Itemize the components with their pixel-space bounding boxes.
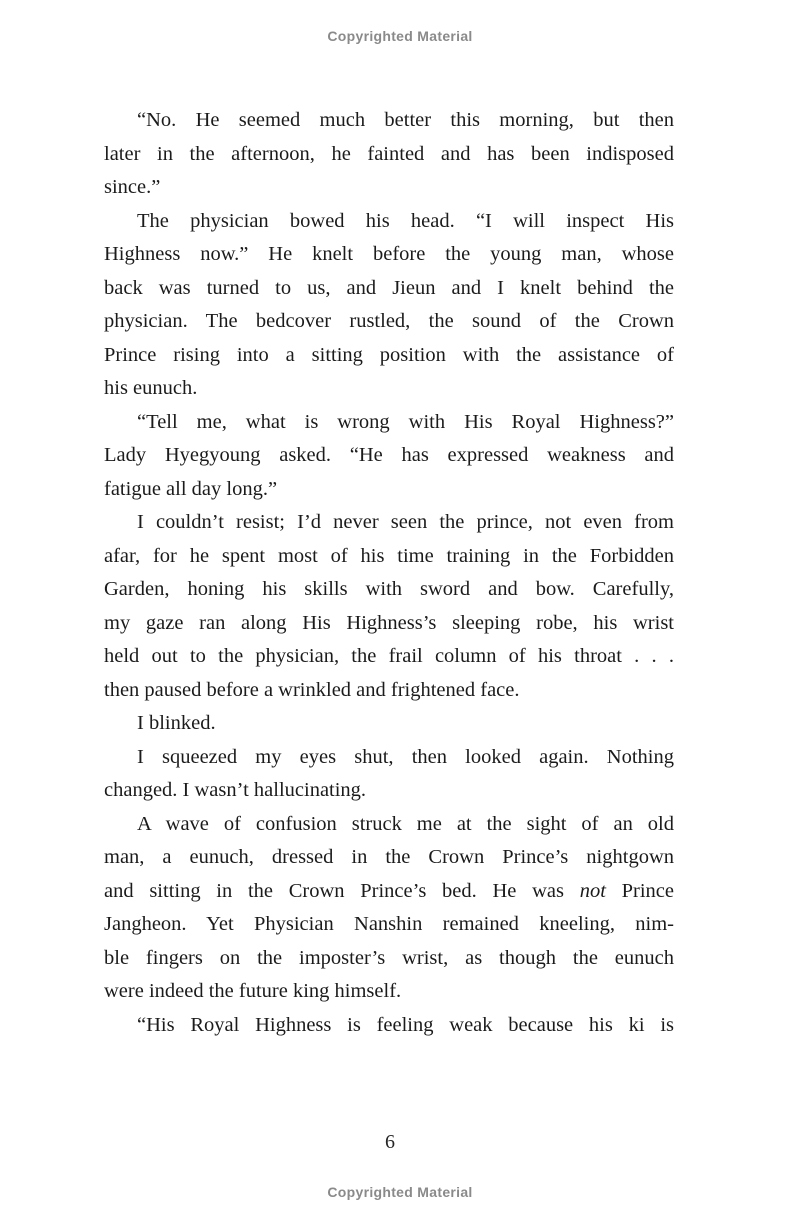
text-segment: I couldn’t resist; I’d never seen the prince, not even from	[137, 511, 674, 533]
text-segment: Prince rising into a sitting position with the assistance of	[104, 343, 674, 366]
text-segment: back was turned to us, and Jieun and I knelt behind the	[104, 276, 674, 299]
text-line	[104, 272, 674, 306]
text-block	[104, 104, 674, 1042]
paragraph	[104, 808, 674, 1009]
copyright-notice-bottom: Copyrighted Material	[327, 1184, 473, 1200]
text-segment: man, a eunuch, dressed in the Crown Prince’s nightgown	[104, 846, 674, 868]
text-line	[104, 607, 674, 641]
text-line	[104, 339, 674, 373]
text-line	[104, 439, 674, 473]
text-line	[104, 875, 674, 909]
text-line	[104, 138, 674, 172]
text-line	[104, 506, 674, 540]
text-line	[104, 205, 674, 239]
paragraph	[104, 205, 674, 406]
text-line	[104, 406, 674, 440]
text-segment: since.”	[104, 176, 161, 198]
paragraph	[104, 707, 674, 741]
text-segment: “His Royal Highness is feeling weak because his ki is	[137, 1013, 674, 1036]
paragraph	[104, 1009, 674, 1043]
text-line	[104, 942, 674, 976]
text-segment: Prince	[605, 879, 674, 902]
text-line	[104, 1009, 674, 1043]
text-line	[104, 741, 674, 775]
text-segment: I squeezed my eyes shut, then looked again. Nothing	[137, 745, 674, 768]
text-segment: Highness now.” He knelt before the young man, whose	[104, 243, 674, 265]
text-line	[104, 774, 674, 808]
text-line	[104, 707, 674, 741]
text-line	[104, 573, 674, 607]
text-segment: The physician bowed his head. “I will inspect His	[137, 209, 674, 232]
text-line	[104, 372, 674, 406]
text-segment: fatigue all day long.”	[104, 477, 278, 500]
text-segment: his eunuch.	[104, 377, 198, 399]
text-line	[104, 841, 674, 875]
text-line	[104, 473, 674, 507]
text-segment: physician. The bedcover rustled, the sound of the Crown	[104, 310, 674, 332]
text-line	[104, 908, 674, 942]
text-segment: then paused before a wrinkled and frightened face.	[104, 678, 520, 701]
paragraph	[104, 506, 674, 707]
text-segment: A wave of confusion struck me at the sight of an old	[137, 812, 674, 835]
text-segment: “Tell me, what is wrong with His Royal Highness?”	[137, 410, 674, 433]
text-segment: “No. He seemed much better this morning, but then	[137, 109, 674, 131]
paragraph	[104, 406, 674, 507]
italic-text: not	[579, 879, 606, 902]
text-line	[104, 540, 674, 574]
paragraph	[104, 741, 674, 808]
text-line	[104, 104, 674, 138]
text-segment: afar, for he spent most of his time training in the Forbidden	[104, 544, 674, 567]
text-line	[104, 975, 674, 1009]
text-segment: Jangheon. Yet Physician Nanshin remained kneeling, nim-	[104, 913, 674, 935]
text-line	[104, 305, 674, 339]
text-line	[104, 808, 674, 842]
text-segment: ble fingers on the imposter’s wrist, as though the eunuch	[104, 946, 674, 969]
text-line	[104, 171, 674, 205]
text-segment: Garden, honing his skills with sword and bow. Carefully,	[104, 578, 674, 600]
copyright-notice-top: Copyrighted Material	[327, 28, 473, 44]
text-line	[104, 238, 674, 272]
text-line	[104, 674, 674, 708]
text-line	[104, 640, 674, 674]
page-number: 6	[385, 1131, 395, 1153]
text-segment: were indeed the future king himself.	[104, 980, 402, 1002]
paragraph	[104, 104, 674, 205]
text-segment: my gaze ran along His Highness’s sleeping robe, his wrist	[104, 611, 674, 634]
text-segment: Lady Hyegyoung asked. “He has expressed weakness and	[104, 444, 674, 466]
text-segment: changed. I wasn’t hallucinating.	[104, 779, 367, 801]
text-segment: held out to the physician, the frail column of his throat . . .	[104, 645, 674, 667]
text-segment: later in the afternoon, he fainted and has been indisposed	[104, 142, 674, 165]
text-segment: I blinked.	[137, 712, 216, 734]
text-segment: and sitting in the Crown Prince’s bed. He was	[104, 879, 580, 902]
